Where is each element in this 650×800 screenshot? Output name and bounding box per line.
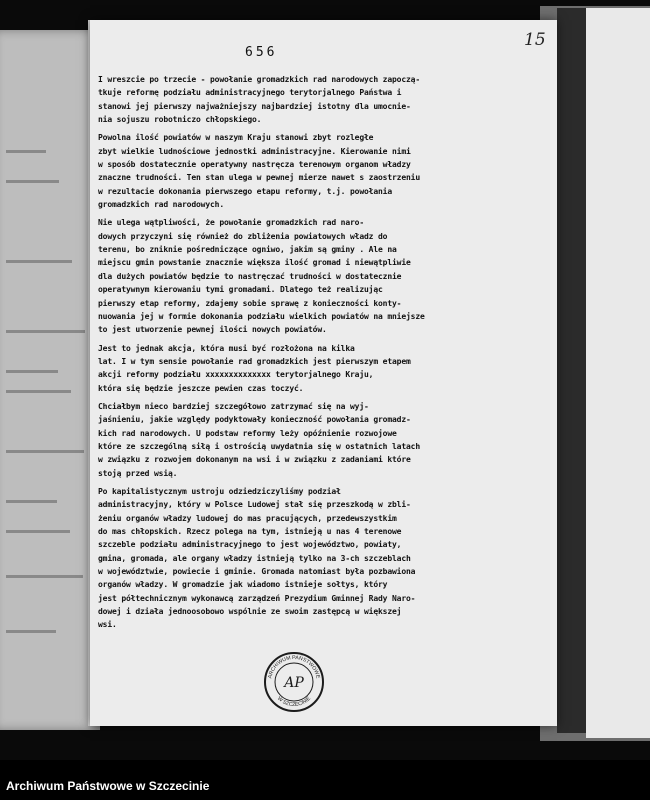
bleed-through-mark — [6, 150, 46, 153]
paragraph — [98, 131, 548, 211]
text-line: nuowania jej w formie dokonania podziału wielkich powiatów na mniejsze — [98, 311, 425, 321]
text-line: Nie ulega wątpliwości, że powołanie gromadzkich rad naro- — [98, 218, 364, 228]
text-line: szczeble podziału administracyjnego to jest województwo, powiaty, — [98, 540, 402, 550]
bleed-through-mark — [6, 390, 71, 393]
paragraph — [98, 342, 548, 395]
text-line: znaczne trudności. Ten stan ulega w pewnej mierze nawet s zaostrzeniu — [98, 173, 420, 183]
bleed-through-mark — [6, 450, 84, 453]
page-edge-shadow — [557, 8, 587, 733]
text-line: stoją przed wsią. — [98, 468, 178, 478]
text-line: nia sojuszu robotniczo chłopskiego. — [98, 115, 262, 125]
stamp-text-bottom: W SZCZECINIE — [276, 695, 312, 709]
paragraph — [98, 73, 548, 126]
text-line: Jest to jednak akcja, która musi być rozłożona na kilka — [98, 343, 355, 353]
stamp-monogram: AP — [284, 675, 304, 691]
text-line: jaśnieniu, jakie względy podyktowały konieczność powołania gromadz- — [98, 415, 411, 425]
text-line: jest półtechnicznym wykonawcą zarządzeń Prezydium Gminnej Rady Naro- — [98, 593, 416, 603]
paragraph — [98, 400, 548, 480]
text-line: zbyt wielkie ludnościowe jednostki administracyjne. Kierowanie nimi — [98, 146, 411, 156]
bleed-through-mark — [6, 330, 85, 333]
text-line: organów władzy. W gromadzie jak wiadomo istnieje sołtys, który — [98, 580, 388, 590]
text-line: w województwie, powiecie i gminie. Gromada natomiast była pozbawiona — [98, 567, 416, 577]
bleed-through-mark — [6, 370, 58, 373]
paragraph — [98, 485, 548, 632]
text-line: lat. I w tym sensie powołanie rad gromadzkich jest pierwszym etapem — [98, 356, 411, 366]
text-line: operatywnym kierowaniu tymi gromadami. Dlatego też realizując — [98, 285, 383, 295]
text-line: dowej i działa jednoosobowo wspólnie ze swoim zastępcą w większej — [98, 607, 402, 617]
bleed-through-mark — [6, 530, 70, 533]
bleed-through-mark — [6, 500, 57, 503]
text-line: miejscu gmin powstanie znacznie większa ilość gromad i niewątpliwie — [98, 258, 411, 268]
text-line: żeniu organów władzy ludowej do mas pracujących, przedewszystkim — [98, 513, 397, 523]
text-line: Chciałbym nieco bardziej szczegółowo zatrzymać się na wyj- — [98, 401, 369, 411]
text-line: które ze szczególną siłą i ostrością uwydatnia się w ostatnich latach — [98, 441, 420, 451]
paragraph — [98, 216, 548, 336]
text-line: Po kapitalistycznym ustroju odziedziczyliśmy podział — [98, 486, 341, 496]
text-line: administracyjny, który w Polsce Ludowej stał się przeszkodą w zbli- — [98, 500, 411, 510]
bleed-through-mark — [6, 180, 59, 183]
stamp-text-top: ARCHIWUM PAŃSTWOWE — [267, 654, 321, 680]
text-line: wsi. — [98, 620, 117, 630]
footer-bar — [0, 760, 650, 800]
text-line: która się będzie jeszcze pewien czas toczyć. — [98, 383, 304, 393]
text-line: stanowi jej pierwszy najważniejszy najbardziej istotny dla umocnie- — [98, 101, 411, 111]
text-line: w sposób dostatecznie operatywny nastręcza terenowym organom władzy — [98, 160, 411, 170]
text-line: w związku z rozwojem dokonanym na wsi i w związku z zadaniami które — [98, 455, 411, 465]
text-line: w rezultacie dokonania pierwszego etapu reformy, t.j. powołania — [98, 186, 392, 196]
underlying-page-left — [0, 30, 100, 730]
text-line: gmina, gromada, ale organy władzy istnieją tylko na 3-ch szczeblach — [98, 553, 411, 563]
text-line: akcji reformy podziału xxxxxxxxxxxxxx terytorjalnego Kraju, — [98, 370, 374, 380]
page-number: 656 — [245, 45, 278, 60]
text-line: tkuje reformę podziału administracyjnego terytorjalnego Państwa i — [98, 88, 402, 98]
text-line: kich rad narodowych. U podstaw reformy leży opóźnienie rozwojowe — [98, 428, 397, 438]
text-line: do mas chłopskich. Rzecz polega na tym, istnieją u nas 4 terenowe — [98, 527, 402, 536]
text-line: terenu, bo zniknie pośredniczące ogniwo, jakim są gminy . Ale na — [98, 245, 397, 255]
folio-number: 15 — [524, 30, 546, 50]
text-line: dowych przyczyni się również do zbliżenia powiatowych władz do — [98, 231, 388, 241]
typewritten-body — [98, 73, 548, 632]
bleed-through-mark — [6, 575, 83, 578]
text-line: to jest utworzenie pewnej ilości nowych powiatów. — [98, 325, 327, 335]
bleed-through-mark — [6, 260, 72, 263]
text-line: Powolna ilość powiatów w naszym Kraju stanowi zbyt rozległe — [98, 133, 374, 143]
underlying-page-right-light — [586, 8, 650, 738]
archive-stamp — [263, 651, 325, 713]
bleed-through-mark — [6, 630, 56, 633]
text-line: gromadzkich rad narodowych. — [98, 200, 224, 210]
text-line: dla dużych powiatów będzie to nastręczać trudności w dostatecznie — [98, 271, 402, 281]
archive-label: Archiwum Państwowe w Szczecinie — [6, 779, 210, 793]
text-line: pierwszy etap reformy, zdajemy sobie sprawę z konieczności konty- — [98, 298, 402, 308]
text-line: I wreszcie po trzecie - powołanie gromadzkich rad narodowych zapoczą- — [98, 75, 420, 84]
